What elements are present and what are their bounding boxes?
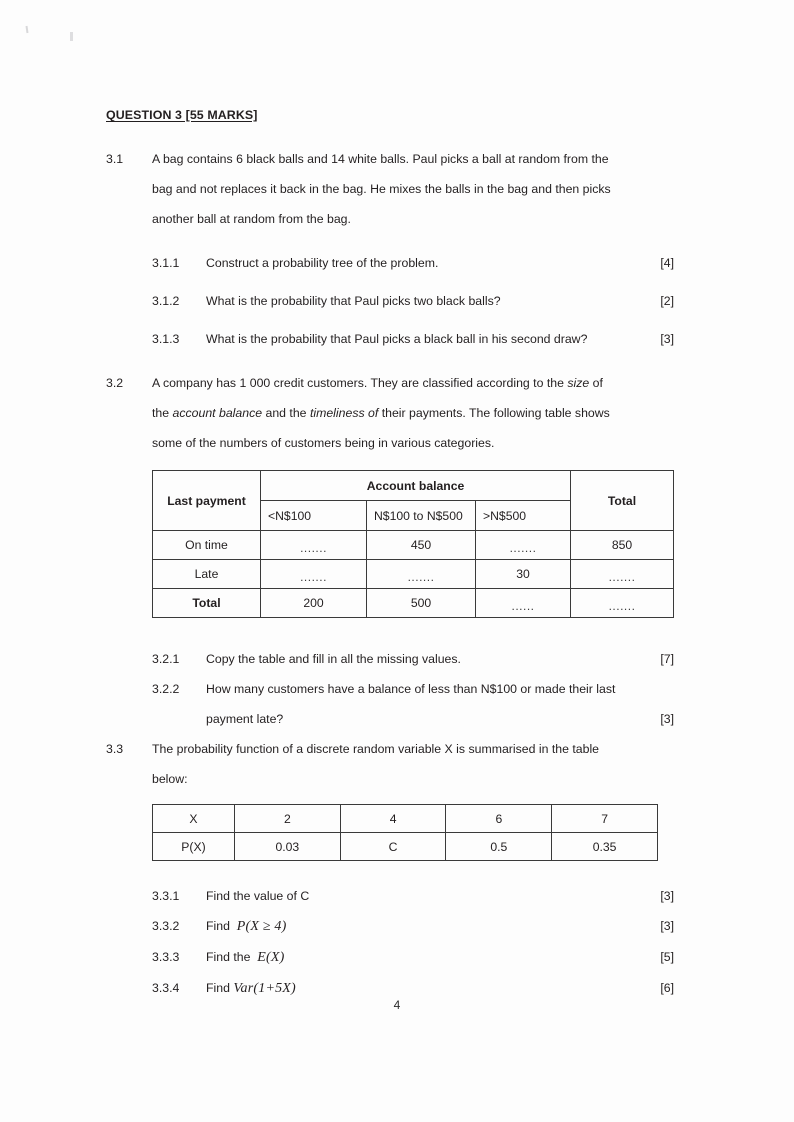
question-number: 3.3.1 — [152, 889, 180, 903]
question-number: 3.1.1 — [152, 256, 180, 270]
math-expression: E(X) — [257, 950, 285, 965]
question-3-2 — [106, 368, 674, 458]
marks-allocation: [5] — [660, 950, 674, 964]
row-label-x: X — [153, 805, 235, 833]
table-row — [153, 560, 674, 589]
table-row-x-values — [153, 805, 658, 833]
page-title: QUESTION 3 [55 MARKS] — [106, 108, 258, 122]
cell-p-3: 0.5 — [446, 833, 552, 861]
question-number: 3.3.2 — [152, 919, 180, 933]
emphasis-size: size — [567, 376, 590, 390]
question-3-3-3 — [106, 942, 674, 973]
text-fragment: their payments. The following table shows — [378, 406, 610, 420]
cell-x-2: 4 — [340, 805, 446, 833]
question-body — [206, 911, 674, 942]
row-label-on-time: On time — [153, 531, 261, 560]
column-header-total: Total — [571, 471, 674, 531]
text-fragment: and the — [262, 406, 310, 420]
question-number: 3.2 — [106, 376, 124, 390]
cell-x-1: 2 — [234, 805, 340, 833]
question-text: Construct a probability tree of the problem. — [206, 256, 439, 270]
table-row — [153, 531, 674, 560]
question-3-1-2 — [106, 286, 674, 316]
probability-table-wrapper — [152, 804, 674, 861]
question-body — [206, 881, 674, 911]
question-text-line: A bag contains 6 black balls and 14 white balls. Paul picks a ball at random from the — [152, 152, 609, 166]
question-3-1-3 — [106, 324, 674, 354]
column-header-over-500: >N$500 — [476, 501, 571, 531]
cell-on-time-100-to-500: 450 — [367, 531, 476, 560]
marks-allocation: [3] — [660, 332, 674, 346]
blank-placeholder: ....... — [608, 599, 636, 613]
probability-distribution-table — [152, 804, 658, 861]
question-3-3 — [106, 734, 674, 794]
scan-speck-icon — [70, 32, 73, 41]
cell-total-under-100: 200 — [261, 589, 367, 618]
blank-placeholder: ....... — [509, 541, 537, 555]
question-number: 3.2.1 — [152, 652, 180, 666]
cell-grand-total — [571, 589, 674, 618]
question-text: What is the probability that Paul picks two black balls? — [206, 294, 501, 308]
question-text — [206, 911, 640, 942]
question-body — [206, 644, 674, 674]
cell-late-over-500: 30 — [476, 560, 571, 589]
marks-allocation: [2] — [660, 294, 674, 308]
marks-allocation: [3] — [660, 889, 674, 903]
question-text-line: bag and not replaces it back in the bag. He mixes the balls in the bag and then picks — [152, 182, 611, 196]
cell-total-over-500 — [476, 589, 571, 618]
row-label-late: Late — [153, 560, 261, 589]
page-content — [106, 108, 674, 1004]
emphasis-timeliness: timeliness of — [309, 406, 379, 420]
text-fragment: the — [152, 406, 173, 420]
question-body — [206, 324, 674, 354]
question-body — [206, 286, 674, 316]
blank-placeholder: ....... — [407, 570, 435, 584]
cell-on-time-under-100 — [261, 531, 367, 560]
table-header-row-1 — [153, 471, 674, 501]
question-3-3-1 — [106, 881, 674, 911]
question-text-line — [152, 368, 640, 398]
marks-allocation: [6] — [660, 981, 674, 995]
cell-late-100-to-500 — [367, 560, 476, 589]
question-label: Find — [206, 919, 230, 933]
account-balance-table-wrapper — [152, 470, 674, 618]
question-body — [206, 942, 674, 973]
question-label: Find — [206, 981, 230, 995]
cell-x-4: 7 — [552, 805, 658, 833]
group-header-account-balance: Account balance — [261, 471, 571, 501]
cell-x-3: 6 — [446, 805, 552, 833]
text-fragment: A company has 1 000 credit customers. They are classified according to the — [152, 376, 568, 390]
row-label-px: P(X) — [153, 833, 235, 861]
cell-p-2: C — [340, 833, 446, 861]
question-number: 3.1 — [106, 152, 124, 166]
page-number — [0, 998, 794, 1012]
question-body — [206, 674, 674, 734]
question-body — [152, 734, 674, 794]
question-number: 3.3 — [106, 742, 124, 756]
question-number: 3.1.2 — [152, 294, 180, 308]
cell-on-time-over-500 — [476, 531, 571, 560]
question-body — [152, 368, 674, 458]
table-row — [153, 589, 674, 618]
cell-total-100-to-500: 500 — [367, 589, 476, 618]
emphasis-account-balance: account balance — [172, 406, 263, 420]
column-header-100-to-500: N$100 to N$500 — [367, 501, 476, 531]
cell-on-time-total: 850 — [571, 531, 674, 560]
question-text-line: below: — [152, 772, 188, 786]
marks-allocation: [4] — [660, 256, 674, 270]
question-number: 3.3.3 — [152, 950, 180, 964]
question-text-line: another ball at random from the bag. — [152, 212, 351, 226]
cell-late-total — [571, 560, 674, 589]
account-balance-table — [152, 470, 674, 618]
marks-allocation: [3] — [660, 712, 674, 726]
cell-p-4: 0.35 — [552, 833, 658, 861]
question-text-line: The probability function of a discrete random variable X is summarised in the table — [152, 742, 600, 756]
text-fragment: of — [589, 376, 603, 390]
question-number: 3.3.4 — [152, 981, 180, 995]
question-3-2-1 — [106, 644, 674, 674]
question-number: 3.2.2 — [152, 682, 180, 696]
scan-speck-icon — [26, 26, 29, 33]
row-header-label: Last payment — [153, 471, 261, 531]
question-label: Find the — [206, 950, 251, 964]
cell-late-under-100 — [261, 560, 367, 589]
blank-placeholder: ....... — [608, 570, 636, 584]
question-text-continued: payment late? — [206, 712, 284, 726]
question-text — [206, 881, 640, 911]
question-number: 3.1.3 — [152, 332, 180, 346]
math-expression: Var(1+5X) — [233, 981, 296, 996]
table-row-p-values — [153, 833, 658, 861]
question-text-line — [152, 398, 640, 428]
question-body — [152, 144, 674, 234]
marks-allocation: [3] — [660, 919, 674, 933]
blank-placeholder: ...... — [511, 599, 535, 613]
column-header-under-100: <N$100 — [261, 501, 367, 531]
blank-placeholder: ....... — [300, 541, 327, 555]
question-3-1 — [106, 144, 674, 234]
question-text: How many customers have a balance of less than N$100 or made their last — [206, 682, 616, 696]
question-text: Copy the table and fill in all the missing values. — [206, 652, 461, 666]
marks-allocation: [7] — [660, 652, 674, 666]
question-3-1-1 — [106, 248, 674, 278]
cell-p-1: 0.03 — [234, 833, 340, 861]
blank-placeholder: ....... — [300, 570, 327, 584]
question-label: Find the value of C — [206, 889, 310, 903]
question-3-2-2 — [106, 674, 674, 734]
question-body — [206, 248, 674, 278]
question-text: What is the probability that Paul picks a black ball in his second draw? — [206, 332, 588, 346]
question-text — [206, 942, 640, 973]
question-3-3-2 — [106, 911, 674, 942]
row-label-total: Total — [153, 589, 261, 618]
math-expression: P(X ≥ 4) — [236, 919, 287, 934]
page-number-value: 4 — [393, 998, 401, 1012]
question-text-line: some of the numbers of customers being in various categories. — [152, 436, 495, 450]
